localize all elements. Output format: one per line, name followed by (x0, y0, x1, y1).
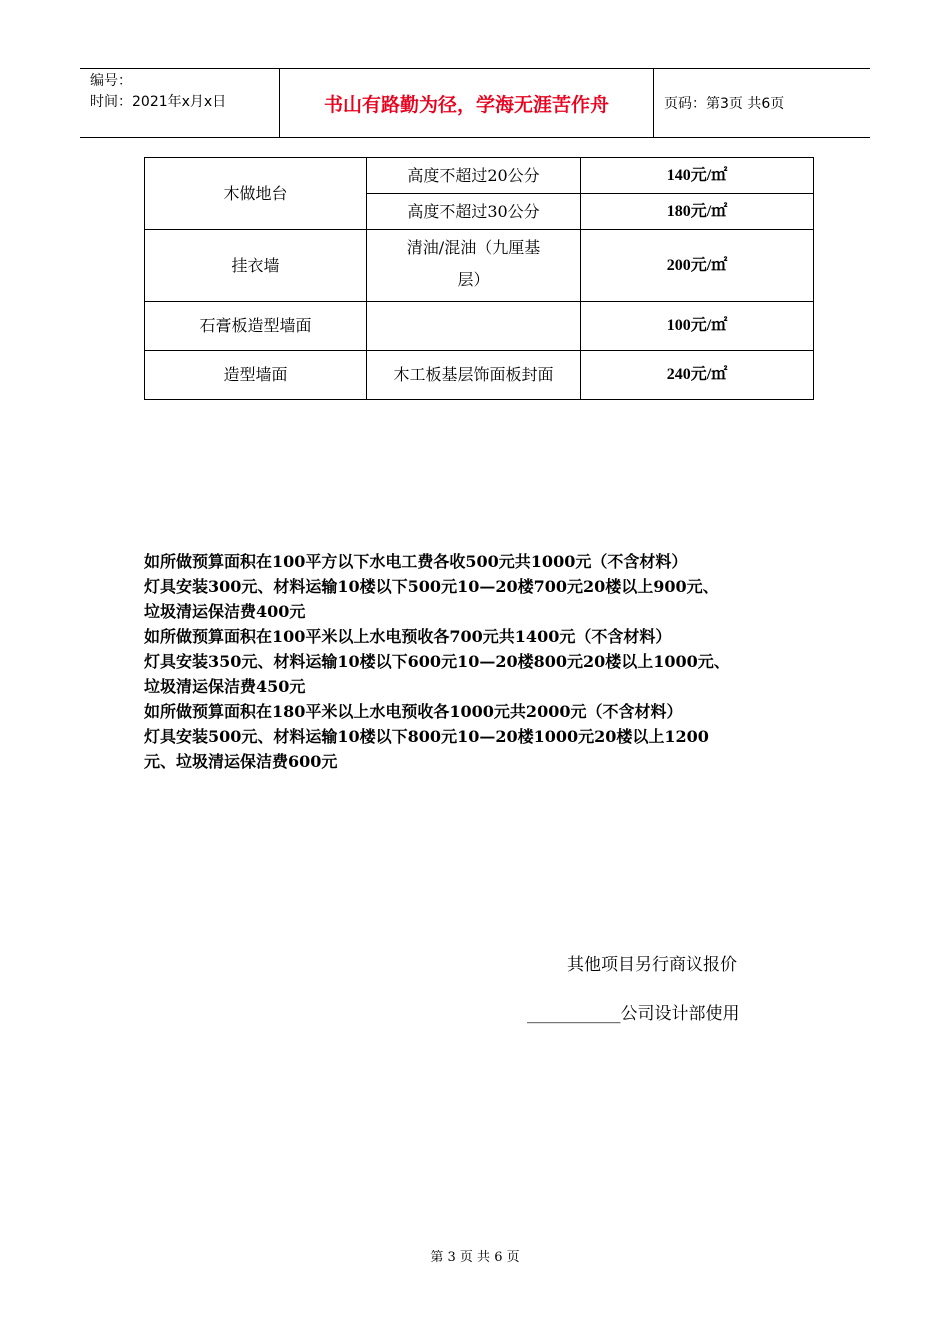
price-cell: 180元/㎡ (581, 194, 814, 230)
desc-cell: 木工板基层饰面板封面 (367, 351, 581, 400)
time-label: 时间：2021年x月x日 (90, 94, 227, 110)
price-cell: 200元/㎡ (581, 230, 814, 302)
company-usage-line: ___________公司设计部使用 (527, 1004, 740, 1024)
note-line: 垃圾清运保洁费400元 (144, 602, 306, 621)
note-line: 元、垃圾清运保洁费600元 (144, 752, 338, 771)
header-meta (80, 69, 280, 137)
serial-label: 编号： (90, 73, 132, 89)
fee-notes (144, 549, 844, 774)
item-cell: 石膏板造型墙面 (145, 302, 367, 351)
table-row (145, 158, 814, 194)
header-page-info: 页码：第3页 共6页 (664, 96, 785, 112)
note-line: 灯具安装500元、材料运输10楼以下800元10—20楼1000元20楼以上1200 (144, 727, 709, 746)
other-items-note: 其他项目另行商议报价 (567, 955, 737, 975)
note-line: 如所做预算面积在180平米以上水电预收各1000元共2000元（不含材料） (144, 702, 683, 721)
desc-line: 清油/混油（九厘基 (406, 238, 541, 257)
desc-cell (367, 302, 581, 351)
price-cell: 240元/㎡ (581, 351, 814, 400)
table-row (145, 230, 814, 302)
price-table (144, 157, 814, 400)
note-line: 如所做预算面积在100平米以上水电预收各700元共1400元（不含材料） (144, 627, 672, 646)
page-footer: 第 3 页 共 6 页 (430, 1250, 520, 1265)
note-line: 如所做预算面积在100平方以下水电工费各收500元共1000元（不含材料） (144, 552, 688, 571)
table-row (145, 302, 814, 351)
item-cell: 木做地台 (145, 158, 367, 230)
desc-cell: 高度不超过20公分 (367, 158, 581, 194)
price-cell: 100元/㎡ (581, 302, 814, 351)
desc-line: 层） (457, 270, 490, 289)
note-line: 灯具安装350元、材料运输10楼以下600元10—20楼800元20楼以上1000元、 (144, 652, 730, 671)
note-line: 垃圾清运保洁费450元 (144, 677, 306, 696)
item-cell: 造型墙面 (145, 351, 367, 400)
note-line: 灯具安装300元、材料运输10楼以下500元10—20楼700元20楼以上900元、 (144, 577, 719, 596)
page-header (80, 68, 870, 138)
price-cell: 140元/㎡ (581, 158, 814, 194)
table-row (145, 351, 814, 400)
desc-cell (367, 230, 581, 302)
item-cell: 挂衣墙 (145, 230, 367, 302)
desc-cell: 高度不超过30公分 (367, 194, 581, 230)
header-motto: 书山有路勤为径，学海无涯苦作舟 (280, 69, 654, 137)
